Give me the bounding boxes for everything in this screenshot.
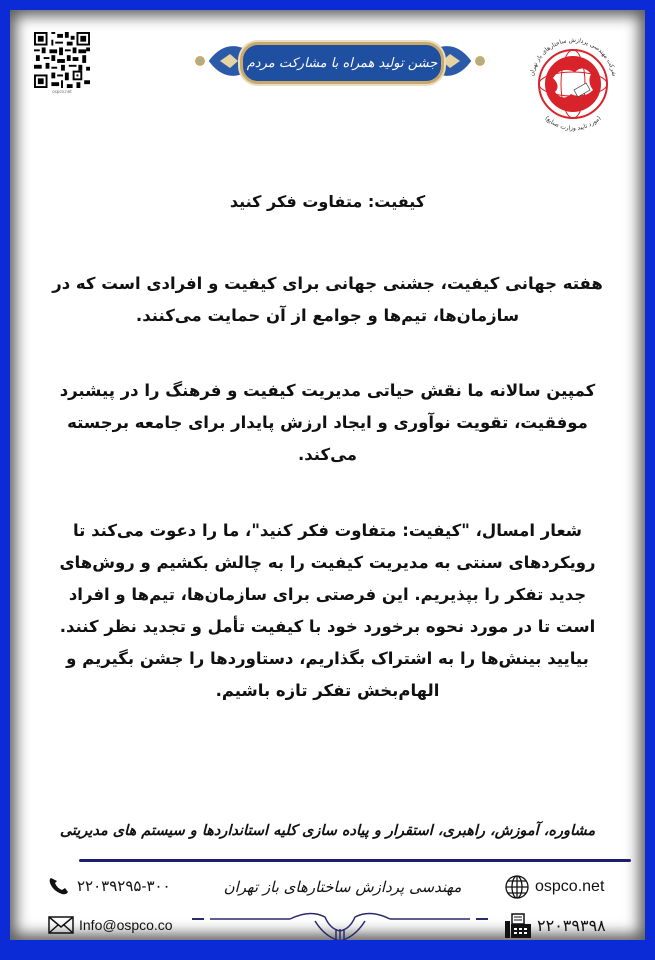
company-logo[interactable] — [523, 30, 623, 136]
qr-code-icon — [34, 32, 90, 88]
flourish-ornament-icon — [190, 907, 490, 940]
banner-text: جشن تولید همراه با مشارکت مردم — [240, 42, 444, 84]
phone-contact[interactable] — [48, 876, 171, 896]
article-paragraph-1: هفته جهانی کیفیت، جشنی جهانی برای کیفیت و افرادی است که در سازمان‌ها، تیم‌ها و جوامع از آن حمایت می‌کنند. — [52, 274, 603, 325]
slogan-banner — [190, 36, 490, 86]
company-logo-icon — [523, 30, 623, 136]
svg-text:(مورد تایید وزارت صنایع): (مورد تایید وزارت صنایع) — [543, 114, 603, 133]
fax-icon — [504, 913, 532, 939]
svg-text:شرکت مهندسی پردازش ساختارهای ب: شرکت مهندسی پردازش ساختارهای باز تهران — [528, 36, 618, 77]
article-paragraph-3: شعار امسال، "کیفیت: متفاوت فکر کنید"، ما را دعوت می‌کند تا رویکردهای سنتی به مدیریت کیفیت را به چالش بکشیم و روش‌های جدید تفکر را بپذیریم. این فرصتی برای سازمان‌ها، تیم‌ها و افراد است تا در مورد نحوه برخورد خود با کیفیت تأمل و تجدید نظر کنند. بیایید بینش‌ها را به اشتراک بگذاریم، دستاوردها را جشن بگیریم و الهام‌بخش تفکر تازه باشیم. — [59, 521, 596, 700]
website-contact[interactable] — [504, 874, 604, 900]
footer-divider — [79, 859, 631, 862]
website-url: ospco.net — [535, 878, 605, 895]
services-tagline: مشاوره، آموزش، راهبری، استقرار و پیاده سازی کلیه استانداردها و سیستم های مدیریتی — [59, 822, 596, 839]
article-paragraph-2: کمپین سالانه ما نقش حیاتی مدیریت کیفیت و فرهنگ را در پیشبرد موفقیت، تقویت نوآوری و ایجاد ارزش پایدار برای جامعه برجسته می‌کند. — [59, 381, 596, 464]
email-contact[interactable] — [48, 916, 173, 934]
envelope-icon — [48, 916, 74, 934]
article-title: کیفیت: متفاوت فکر کنید — [229, 192, 426, 211]
globe-icon — [504, 874, 530, 900]
qr-caption: ospco.net — [52, 89, 72, 94]
phone-number: ۲۲۰۳۹۲۹۵-۳۰۰ — [77, 878, 171, 895]
company-name: مهندسی پردازش ساختارهای باز تهران — [223, 878, 462, 896]
email-address: Info@ospco.co — [79, 917, 173, 933]
fax-number: ۲۲۰۳۹۳۹۸ — [537, 918, 606, 935]
fax-contact[interactable] — [504, 913, 606, 939]
phone-icon — [48, 876, 72, 896]
document-card — [10, 10, 645, 940]
qr-code[interactable] — [34, 32, 90, 106]
